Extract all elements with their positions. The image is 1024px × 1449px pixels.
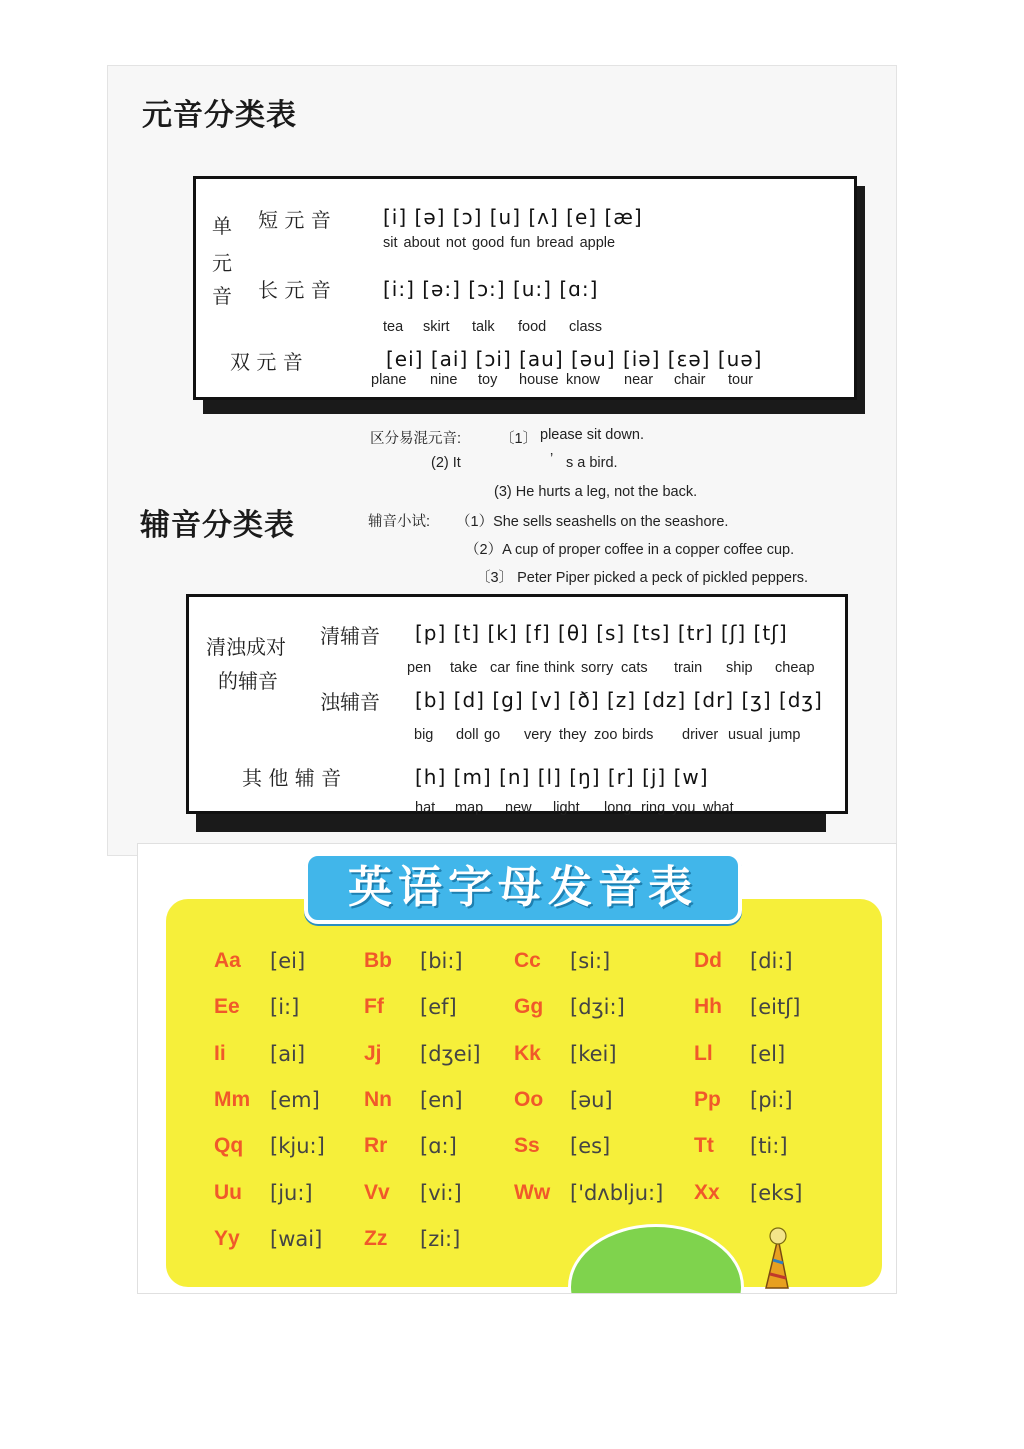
voiced-example: doll	[456, 727, 479, 743]
alphabet-letter: Ff	[364, 995, 384, 1018]
single-vowel-label-1: 单	[212, 214, 232, 238]
alphabet-letter: Aa	[214, 949, 241, 972]
long-vowel-example: talk	[472, 319, 495, 335]
voiced-example: very	[524, 727, 552, 743]
diphthong-example: near	[624, 372, 654, 388]
alphabet-letter: Nn	[364, 1088, 392, 1111]
long-vowel-example: skirt	[423, 319, 450, 335]
single-vowel-label-3: 音	[212, 284, 232, 308]
diphthong-example: tour	[728, 372, 753, 388]
alphabet-letter: Zz	[364, 1227, 388, 1250]
voiced-example: driver	[682, 727, 719, 743]
alphabet-pronunciation: [el]	[750, 1042, 786, 1066]
party-hat-icon	[756, 1226, 806, 1294]
long-vowel-example: class	[569, 319, 603, 335]
voiceless-example: sorry	[581, 660, 614, 676]
alphabet-letter: Xx	[694, 1181, 720, 1204]
voiceless-example: ship	[726, 660, 753, 676]
alphabet-pronunciation: [ti:]	[750, 1134, 788, 1158]
alphabet-pronunciation: [em]	[270, 1088, 320, 1112]
voiceless-example: take	[450, 660, 478, 676]
alphabet-pronunciation: [eks]	[750, 1181, 803, 1205]
long-vowel-ipa: [i:] [ə:] [ɔ:] [u:] [ɑ:]	[383, 277, 599, 301]
alphabet-pronunciation: [es]	[570, 1134, 611, 1158]
alphabet-letter: Yy	[214, 1227, 240, 1250]
alphabet-pronunciation: [kju:]	[270, 1134, 325, 1158]
alphabet-letter: Tt	[694, 1134, 714, 1157]
alphabet-pronunciation: [əu]	[570, 1088, 613, 1112]
voiceless-example: car	[490, 660, 511, 676]
confusable-1-num: 〔1〕	[500, 431, 538, 447]
alphabet-pronunciation: [eitʃ]	[750, 995, 801, 1019]
other-example: you	[672, 800, 696, 816]
alphabet-letter: Ll	[694, 1042, 713, 1065]
diphthong-example: nine	[430, 372, 458, 388]
alphabet-pronunciation: [ɑ:]	[420, 1134, 457, 1158]
alphabet-letter: Gg	[514, 995, 544, 1018]
other-consonant-ipa: [h] [m] [n] [l] [ŋ] [r] [j] [w]	[415, 765, 709, 789]
voiced-example: big	[414, 727, 434, 743]
alphabet-letter: Uu	[214, 1181, 242, 1204]
diphthong-example: chair	[674, 372, 706, 388]
diphthong-example: toy	[478, 372, 498, 388]
alphabet-pronunciation: [i:]	[270, 995, 300, 1019]
confusable-2b: s a bird.	[566, 455, 618, 471]
alphabet-pronunciation: [zi:]	[420, 1227, 461, 1251]
alphabet-pronunciation: [ai]	[270, 1042, 306, 1066]
confusable-label: 区分易混元音:	[370, 431, 462, 447]
consonant-quiz-1: （1）She sells seashells on the seashore.	[456, 514, 729, 530]
voiceless-example: cats	[621, 660, 648, 676]
alphabet-letter: Qq	[214, 1134, 244, 1157]
voiceless-ipa: [p] [t] [k] [f] [θ] [s] [ts] [tr] [ʃ] [tʃ]	[415, 621, 788, 645]
alphabet-letter: Mm	[214, 1088, 251, 1111]
alphabet-poster	[137, 843, 897, 1294]
consonant-table-title: 辅音分类表	[140, 508, 295, 543]
alphabet-letter: Vv	[364, 1181, 390, 1204]
short-vowel-label: 短 元 音	[258, 208, 331, 232]
alphabet-letter: Pp	[694, 1088, 721, 1111]
other-example: light	[553, 800, 580, 816]
confusable-1: please sit down.	[540, 427, 644, 443]
alphabet-pronunciation: [vi:]	[420, 1181, 462, 1205]
alphabet-letter: Bb	[364, 949, 392, 972]
alphabet-pronunciation: [wai]	[270, 1227, 323, 1251]
alphabet-pronunciation: [dʒi:]	[570, 995, 625, 1019]
alphabet-letter: Rr	[364, 1134, 388, 1157]
other-consonant-label: 其 他 辅 音	[242, 766, 342, 790]
other-example: what	[703, 800, 734, 816]
alphabet-pronunciation: [dʒei]	[420, 1042, 481, 1066]
alphabet-letter: Ss	[514, 1134, 540, 1157]
alphabet-pronunciation: [pi:]	[750, 1088, 793, 1112]
single-vowel-label-2: 元	[212, 251, 232, 275]
alphabet-letter: Jj	[364, 1042, 382, 1065]
diphthong-example: know	[566, 372, 600, 388]
consonant-quiz-2: （2）A cup of proper coffee in a copper coffee cup.	[465, 542, 795, 558]
alphabet-letter: Ee	[214, 995, 240, 1018]
other-example: hat	[415, 800, 436, 816]
consonant-quiz-3: 〔3〕 Peter Piper picked a peck of pickled peppers.	[476, 570, 809, 586]
alphabet-letter: Hh	[694, 995, 722, 1018]
alphabet-pronunciation: [ei]	[270, 949, 306, 973]
alphabet-title: 英语字母发音表	[348, 862, 698, 913]
short-vowel-examples: sit about not good fun bread apple	[383, 235, 616, 251]
confusable-2a: (2) It	[431, 455, 461, 471]
alphabet-pronunciation: [di:]	[750, 949, 793, 973]
other-example: new	[505, 800, 532, 816]
alphabet-pronunciation: [si:]	[570, 949, 611, 973]
alphabet-letter: Ii	[214, 1042, 226, 1065]
voiced-ipa: [b] [d] [g] [v] [ð] [z] [dz] [dr] [ʒ] [dʒ]	[415, 688, 823, 712]
other-example: map	[455, 800, 484, 816]
voiced-label: 浊辅音	[320, 690, 380, 714]
vowel-table-title: 元音分类表	[142, 98, 297, 133]
voiced-example: zoo	[594, 727, 618, 743]
voiced-example: go	[484, 727, 501, 743]
paired-consonant-label-2: 的辅音	[218, 669, 278, 693]
confusable-2-mark: ’	[550, 451, 554, 467]
confusable-3: (3) He hurts a leg, not the back.	[494, 484, 698, 500]
voiceless-example: cheap	[775, 660, 815, 676]
alphabet-letter: Cc	[514, 949, 541, 972]
voiceless-example: fine	[516, 660, 540, 676]
diphthong-ipa: [ei] [ai] [ɔi] [au] [əu] [iə] [εə] [uə]	[386, 347, 763, 371]
voiced-example: birds	[622, 727, 654, 743]
alphabet-letter: Dd	[694, 949, 722, 972]
alphabet-pronunciation: [kei]	[570, 1042, 617, 1066]
paired-consonant-label-1: 清浊成对	[206, 635, 286, 659]
voiced-example: they	[559, 727, 587, 743]
alphabet-pronunciation: [bi:]	[420, 949, 463, 973]
short-vowel-ipa: [i] [ə] [ɔ] [u] [ʌ] [e] [æ]	[383, 205, 643, 229]
voiceless-example: pen	[407, 660, 432, 676]
long-vowel-example: food	[518, 319, 547, 335]
voiceless-label: 清辅音	[320, 624, 380, 648]
other-example: long	[604, 800, 632, 816]
alphabet-pronunciation: [ju:]	[270, 1181, 313, 1205]
voiced-example: usual	[728, 727, 763, 743]
voiceless-example: train	[674, 660, 703, 676]
alphabet-pronunciation: [en]	[420, 1088, 463, 1112]
voiced-example: jump	[769, 727, 801, 743]
diphthong-label: 双 元 音	[230, 350, 303, 374]
consonant-quiz-label: 辅音小试:	[368, 514, 431, 530]
long-vowel-label: 长 元 音	[258, 278, 331, 302]
voiceless-example: think	[544, 660, 575, 676]
diphthong-example: house	[519, 372, 559, 388]
alphabet-pronunciation: ['dʌblju:]	[570, 1181, 664, 1205]
alphabet-letter: Oo	[514, 1088, 544, 1111]
diphthong-example: plane	[371, 372, 407, 388]
alphabet-letter: Ww	[514, 1181, 551, 1204]
other-example: ring	[641, 800, 666, 816]
alphabet-letter: Kk	[514, 1042, 541, 1065]
long-vowel-example: tea	[383, 319, 404, 335]
alphabet-pronunciation: [ef]	[420, 995, 457, 1019]
